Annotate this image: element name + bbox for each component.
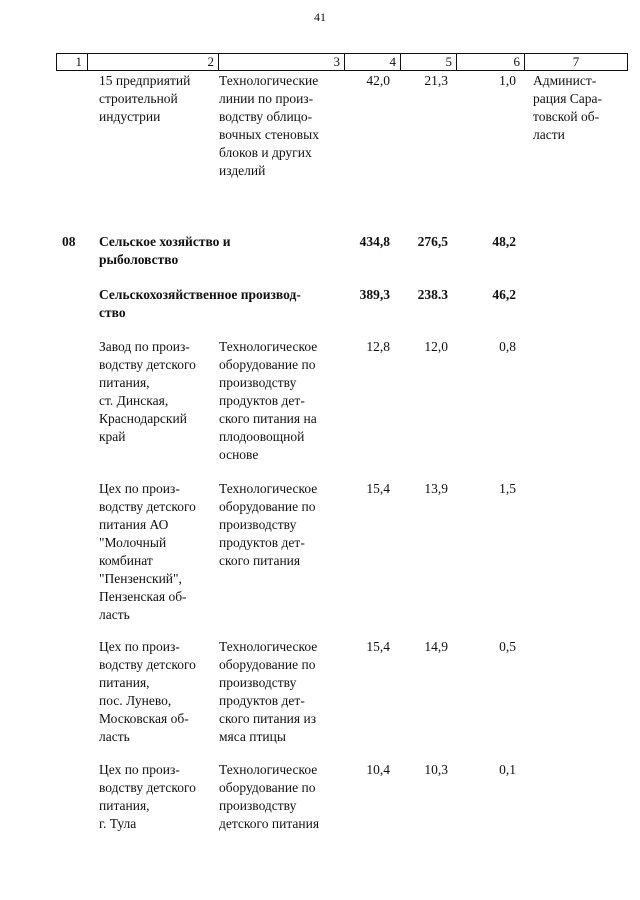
header-col-1: 1: [75, 54, 82, 69]
row0-responsible: Админист- рация Сара- товской об- ласти: [533, 73, 603, 142]
row3-name: Цех по произ- водству детского питания, пос. Лунево, Московская об- ласть: [99, 639, 196, 744]
section-value-5: 276,5: [417, 234, 448, 249]
row0-name: 15 предприятий строительной индустрии: [99, 73, 191, 124]
row2-value-6: 1,5: [499, 481, 516, 496]
row4-value-4: 10,4: [366, 762, 390, 777]
subsection-value-5: 238.3: [417, 287, 448, 302]
row4-value-5: 10,3: [424, 762, 448, 777]
row0-value-6: 1,0: [499, 73, 516, 88]
row4-equipment: Технологическое оборудование по производству детского питания: [219, 762, 320, 831]
row1-equipment: Технологическое оборудование по производству продуктов дет- ского питания на плодоовощной основе: [219, 339, 318, 462]
row2-name: Цех по произ- водству детского питания АО "Молочный комбинат "Пензенский", Пензенская об- ласть: [99, 481, 196, 622]
subsection-title: Сельскохозяйственное производ- ство: [99, 287, 301, 320]
row2-value-5: 13,9: [424, 481, 448, 496]
row0-equipment: Технологические линии по произ- водству облицо- вочных стеновых блоков и других изделий: [219, 73, 319, 178]
row4-value-6: 0,1: [499, 762, 516, 777]
header-col-4: 4: [389, 54, 396, 69]
row1-name: Завод по произ- водству детского питания, ст. Динская, Краснодарский край: [99, 339, 196, 444]
row3-equipment: Технологическое оборудование по производству продуктов дет- ского питания из мяса птицы: [219, 639, 318, 744]
header-col-7: 7: [572, 54, 580, 69]
row0-value-4: 42,0: [366, 73, 390, 88]
row1-value-4: 12,8: [366, 339, 390, 354]
header-divider: [627, 54, 628, 70]
section-title: Сельское хозяйство и рыболовство: [99, 234, 231, 267]
row1-value-6: 0,8: [499, 339, 516, 354]
subsection-value-4: 389,3: [359, 287, 390, 302]
header-col-2: 2: [207, 54, 214, 69]
section-value-4: 434,8: [359, 234, 390, 249]
row2-equipment: Технологическое оборудование по производству продуктов дет- ского питания: [219, 481, 318, 568]
row3-value-6: 0,5: [499, 639, 516, 654]
page-number: 41: [314, 10, 326, 24]
header-col-6: 6: [513, 54, 520, 69]
row1-value-5: 12,0: [424, 339, 448, 354]
row3-value-4: 15,4: [366, 639, 390, 654]
subsection-value-6: 46,2: [492, 287, 516, 302]
header-col-5: 5: [445, 54, 452, 69]
row4-name: Цех по произ- водству детского питания, г. Тула: [99, 762, 196, 831]
section-code: 08: [62, 234, 76, 249]
section-value-6: 48,2: [492, 234, 516, 249]
row2-value-4: 15,4: [366, 481, 390, 496]
header-col-3: 3: [333, 54, 340, 69]
table-header: [56, 53, 628, 71]
row3-value-5: 14,9: [424, 639, 448, 654]
row0-value-5: 21,3: [424, 73, 448, 88]
